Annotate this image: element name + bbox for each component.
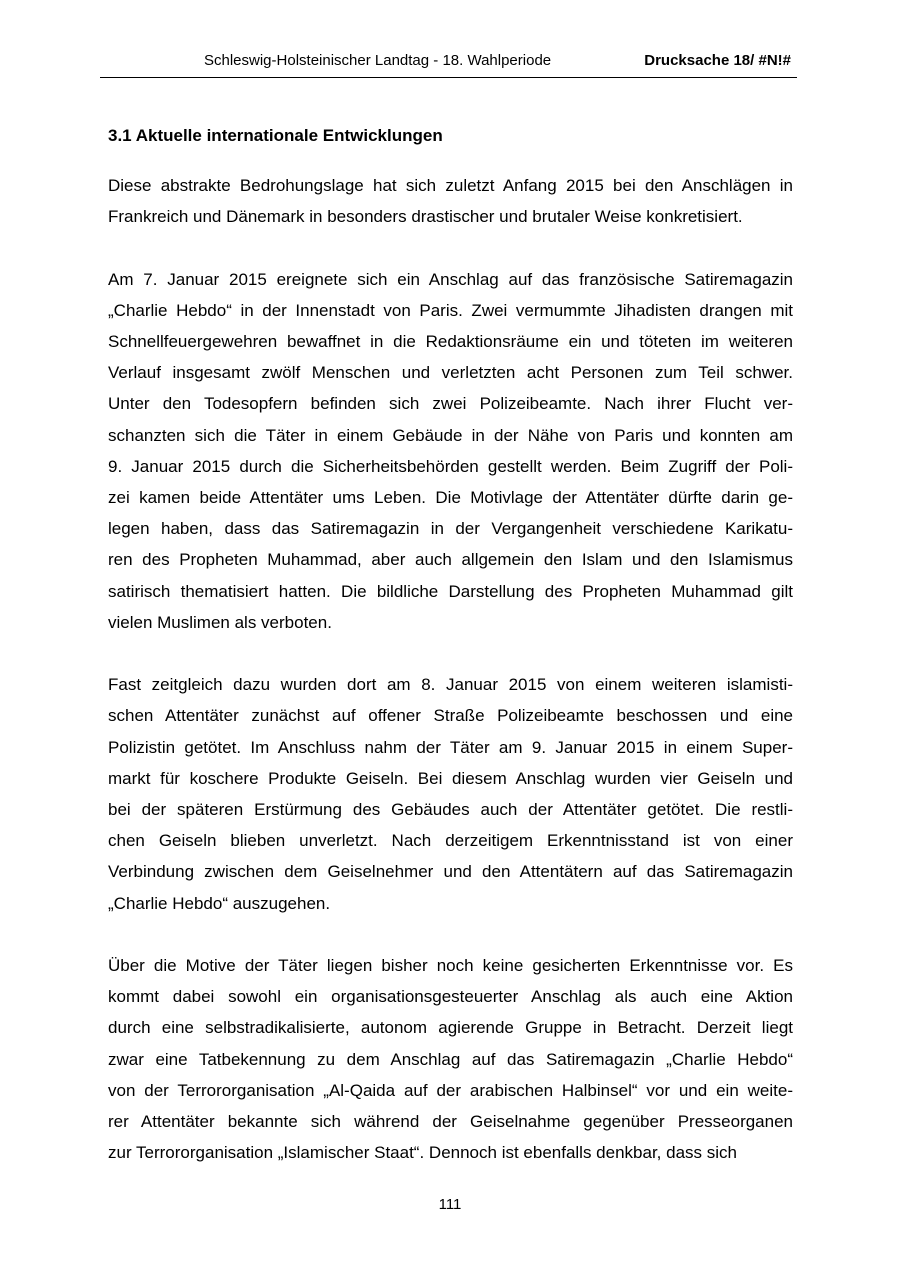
paragraph (108, 264, 793, 638)
text-line: Verbindung zwischen dem Geiselnehmer und den Attentätern auf das Satiremagazin (108, 862, 793, 882)
text-line: 9. Januar 2015 durch die Sicherheitsbehörden gestellt werden. Beim Zugriff der Poli- (108, 456, 793, 476)
text-line: Polizistin getötet. Im Anschluss nahm der Täter am 9. Januar 2015 in einem Super- (108, 737, 793, 757)
paragraph (108, 170, 793, 232)
text-line: vielen Muslimen als verboten. (108, 612, 332, 632)
header-title: Schleswig-Holsteinischer Landtag - 18. Wahlperiode (204, 52, 552, 69)
text-line: Fast zeitgleich dazu wurden dort am 8. Januar 2015 von einem weiteren islamisti- (108, 675, 793, 695)
text-line: Diese abstrakte Bedrohungslage hat sich zuletzt Anfang 2015 bei den Anschlägen in (108, 176, 793, 195)
text-line: Am 7. Januar 2015 ereignete sich ein Anschlag auf das französische Satiremagazin (108, 269, 793, 289)
paragraph (108, 950, 793, 1168)
text-line: bei der späteren Erstürmung des Gebäudes auch der Attentäter getötet. Die restli- (108, 800, 793, 820)
paragraph (108, 669, 793, 919)
text-line: von der Terrororganisation „Al-Qaida auf der arabischen Halbinsel“ vor und ein weite- (108, 1080, 793, 1100)
section-heading: 3.1 Aktuelle internationale Entwicklungen (108, 126, 443, 145)
text-line: durch eine selbstradikalisierte, autonom agierende Gruppe in Betracht. Derzeit liegt (108, 1018, 793, 1038)
text-line: kommt dabei sowohl ein organisationsgesteuerter Anschlag als auch eine Aktion (108, 987, 793, 1007)
page-header (100, 50, 797, 78)
text-line: Unter den Todesopfern befinden sich zwei Polizeibeamte. Nach ihrer Flucht ver- (108, 394, 793, 414)
text-line: „Charlie Hebdo“ in der Innenstadt von Paris. Zwei vermummte Jihadisten drangen mit (108, 300, 793, 320)
text-line: Schnellfeuergewehren bewaffnet in die Redaktionsräume ein und töteten im weiteren (108, 332, 793, 351)
text-line: schen Attentäter zunächst auf offener Straße Polizeibeamte beschossen und eine (108, 706, 793, 726)
text-line: schanzten sich die Täter in einem Gebäude in der Nähe von Paris und konnten am (108, 425, 793, 445)
text-line: „Charlie Hebdo“ auszugehen. (108, 893, 331, 913)
text-line: Frankreich und Dänemark in besonders drastischer und brutaler Weise konkretisiert. (108, 207, 743, 227)
text-line: markt für koschere Produkte Geiseln. Bei diesem Anschlag wurden vier Geiseln und (108, 768, 793, 788)
text-line: Über die Motive der Täter liegen bisher noch keine gesicherten Erkenntnisse vor. Es (108, 956, 793, 976)
text-line: Verlauf insgesamt zwölf Menschen und verletzten acht Personen zum Teil schwer. (108, 363, 793, 383)
text-line: zwar eine Tatbekennung zu dem Anschlag auf das Satiremagazin „Charlie Hebdo“ (108, 1049, 793, 1069)
text-line: ren des Propheten Muhammad, aber auch allgemein den Islam und den Islamismus (108, 550, 793, 570)
text-line: legen haben, dass das Satiremagazin in der Vergangenheit verschiedene Karikatu- (108, 519, 793, 539)
body-text (108, 170, 793, 1168)
text-line: rer Attentäter bekannte sich während der Geiselnahme gegenüber Presseorganen (108, 1112, 793, 1132)
text-line: zei kamen beide Attentäter ums Leben. Die Motivlage der Attentäter dürfte darin ge- (108, 488, 793, 508)
text-line: zur Terrororganisation „Islamischer Staat“. Dennoch ist ebenfalls denkbar, dass sich (108, 1143, 737, 1163)
document-number: Drucksache 18/ #N!# (644, 52, 791, 69)
text-line: chen Geiseln blieben unverletzt. Nach derzeitigem Erkenntnisstand ist von einer (108, 831, 793, 851)
text-line: satirisch thematisiert hatten. Die bildliche Darstellung des Propheten Muhammad gilt (108, 581, 793, 601)
page-number: 111 (438, 1196, 462, 1213)
